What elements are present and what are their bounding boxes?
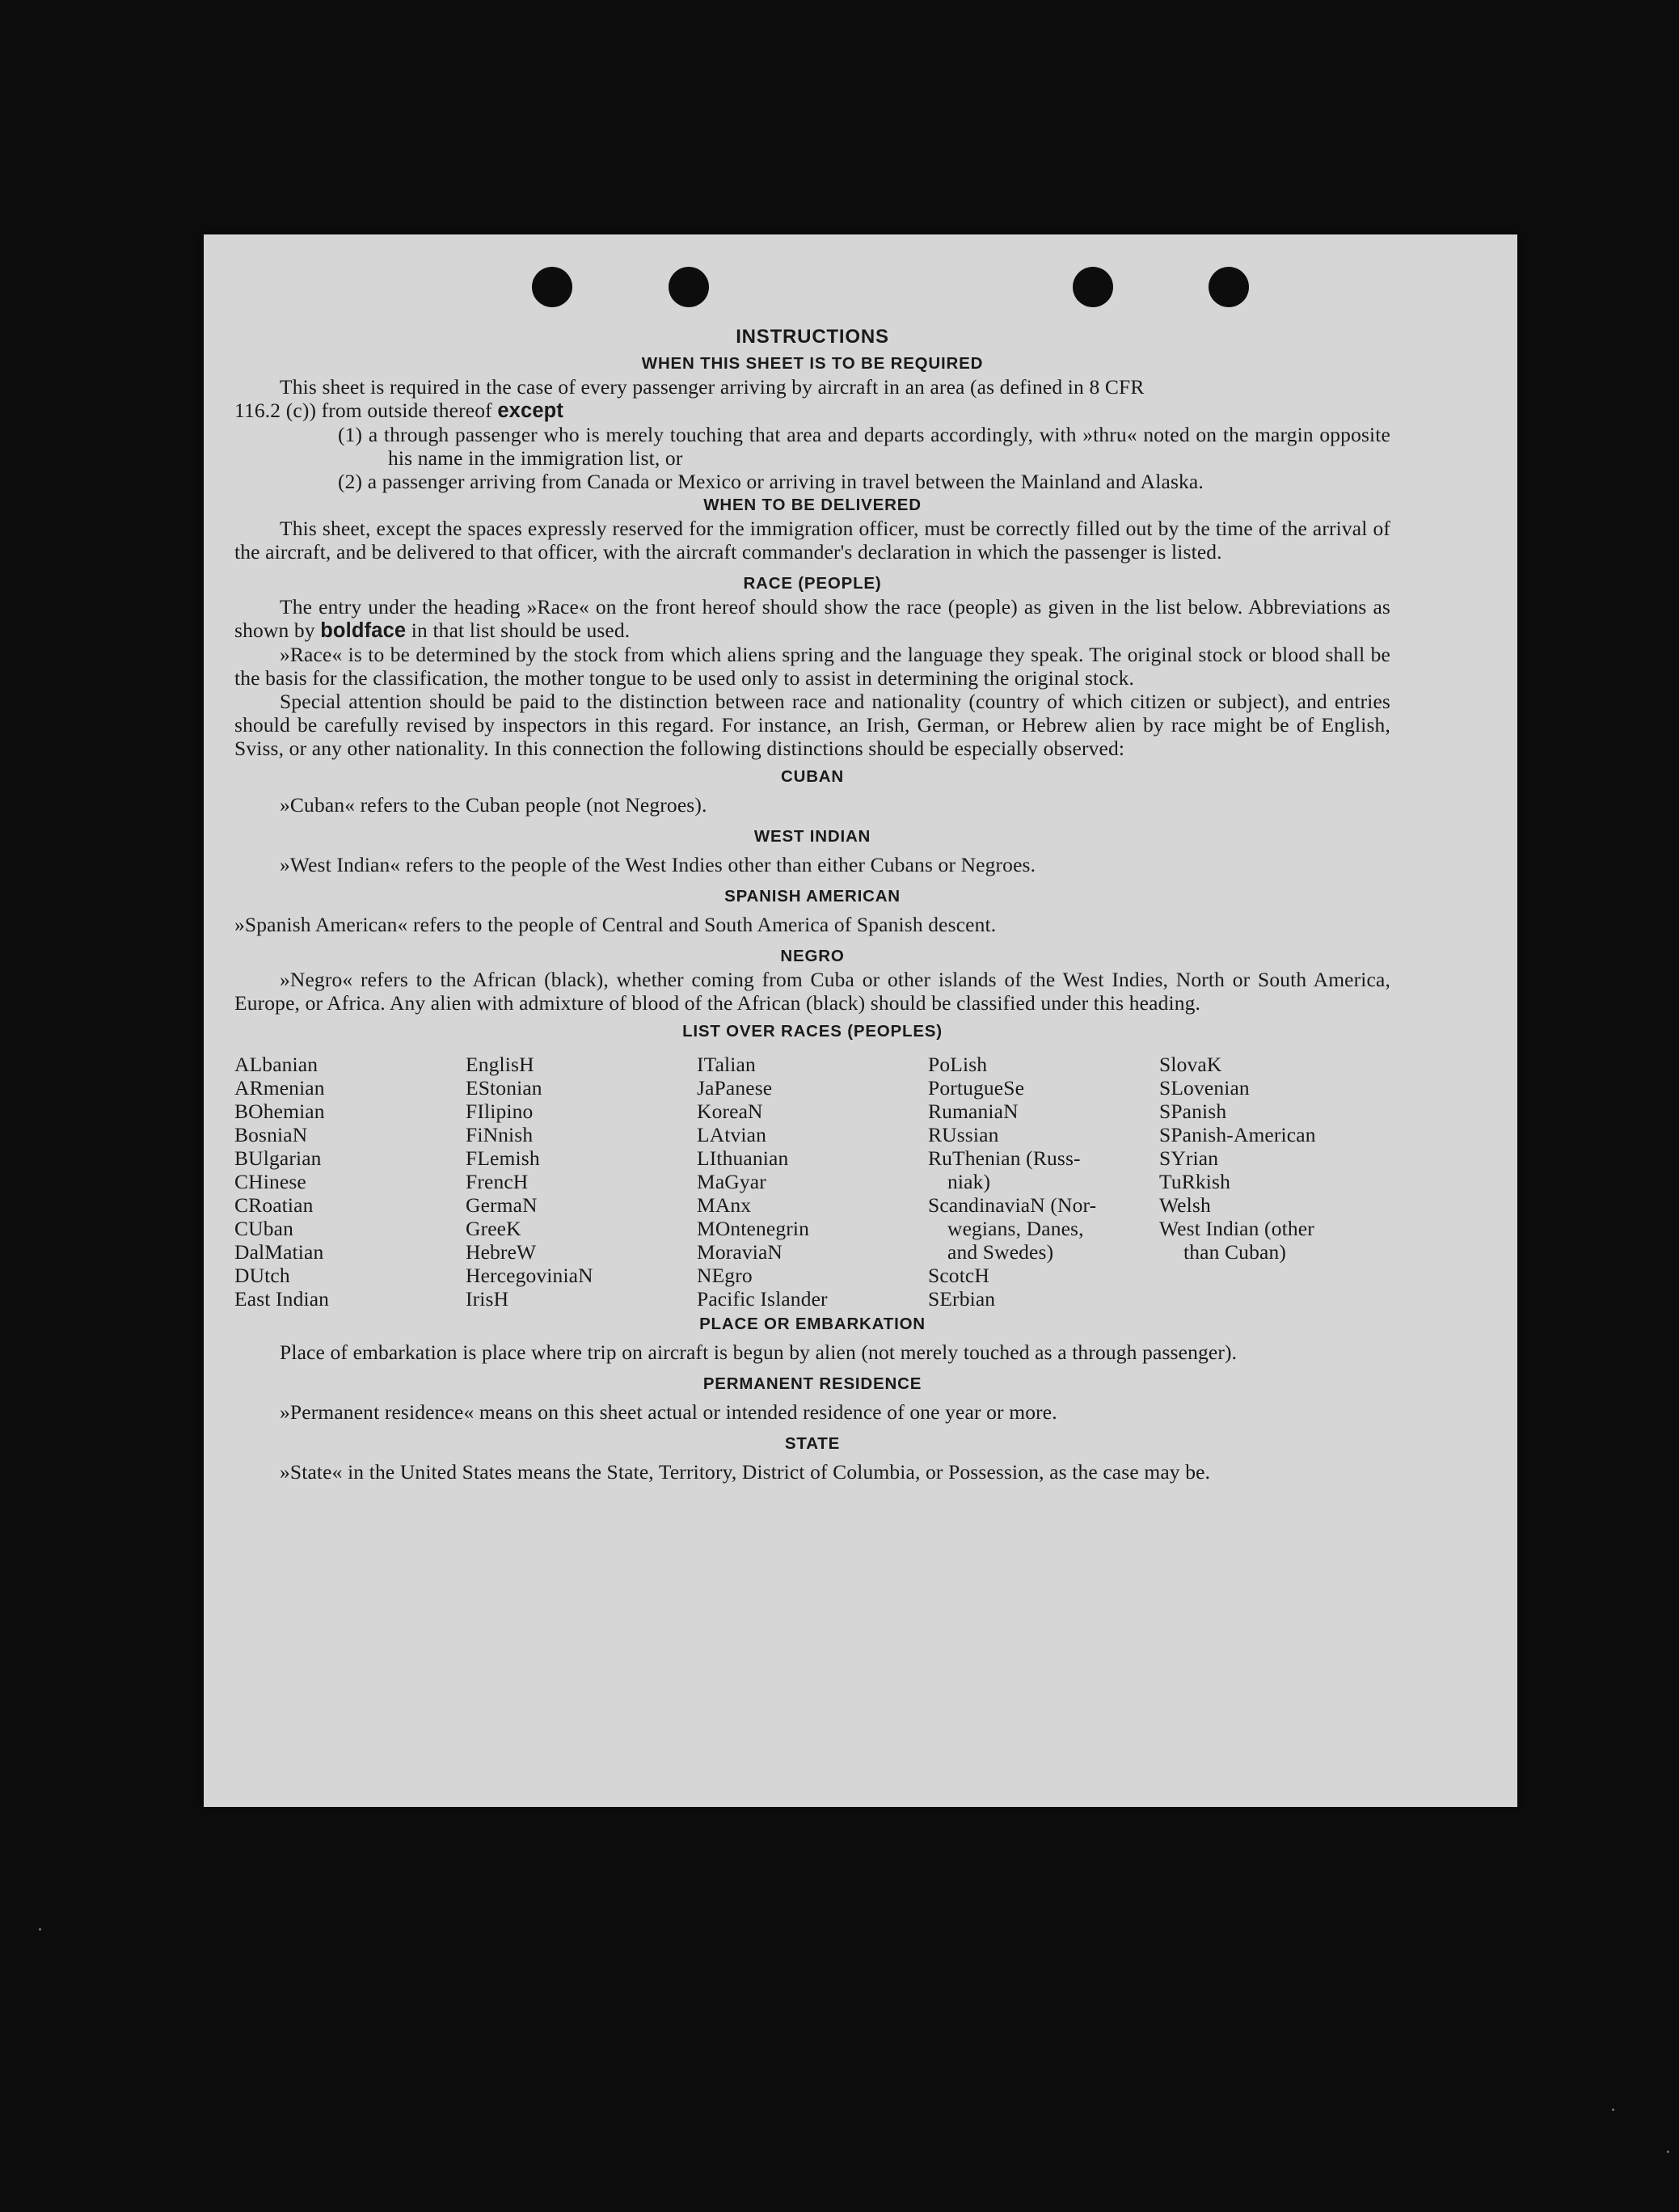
- race-item-continued: and Swedes): [947, 1240, 1054, 1264]
- race-item: DUtch: [234, 1264, 290, 1287]
- race-item-continued: wegians, Danes,: [947, 1217, 1084, 1240]
- race-item: BUlgarian: [234, 1146, 322, 1170]
- required-line-2: [234, 399, 1390, 423]
- race-column-3: [697, 1053, 928, 1311]
- race-item: CUban: [234, 1217, 293, 1240]
- race-item: PoLish: [928, 1053, 988, 1076]
- instructions-body: [234, 325, 1390, 1484]
- heading-negro: NEGRO: [780, 947, 845, 965]
- race-item: RumaniaN: [928, 1100, 1019, 1123]
- race-item: HercegoviniaN: [466, 1264, 593, 1287]
- race-item-continued: niak): [947, 1170, 991, 1193]
- instruction-sheet: [204, 234, 1517, 1807]
- race-para-1-text: The entry under the heading »Race« on the front hereof should show the race (people) as given in the list below. Abbreviations as shown by: [234, 595, 1390, 642]
- embarkation-text: Place of embarkation is place where trip on aircraft is begun by alien (not merely touched as a through passenger).: [280, 1340, 1238, 1364]
- race-item: SPanish-American: [1159, 1123, 1316, 1146]
- race-item: Welsh: [1159, 1193, 1211, 1217]
- heading-state: STATE: [784, 1434, 841, 1453]
- required-line-1: This sheet is required in the case of every passenger arriving by aircraft in an area (as defined in 8 CFR: [280, 375, 1145, 399]
- required-item-2: (2) a passenger arriving from Canada or Mexico or arriving in travel between the Mainland and Alaska.: [338, 470, 1204, 493]
- heading-permanent-residence: PERMANENT RESIDENCE: [702, 1374, 922, 1393]
- race-item: GreeK: [466, 1217, 521, 1240]
- delivered-text: This sheet, except the spaces expressly reserved for the immigration officer, must be correctly filled out by the time of the arrival of the aircraft, and be delivered to that officer, with the aircraft commander's declaration in which the passenger is listed.: [234, 517, 1390, 564]
- race-item: JaPanese: [697, 1076, 773, 1100]
- race-item: GermaN: [466, 1193, 538, 1217]
- race-item: CHinese: [234, 1170, 306, 1193]
- race-item: SYrian: [1159, 1146, 1219, 1170]
- race-column-1: [234, 1053, 466, 1311]
- race-item: FiNnish: [466, 1123, 534, 1146]
- race-item: PortugueSe: [928, 1076, 1025, 1100]
- boldface-bold: boldface: [320, 619, 407, 642]
- race-item: RUssian: [928, 1123, 999, 1146]
- race-item: MAnx: [697, 1193, 752, 1217]
- heading-spanish-american: SPANISH AMERICAN: [724, 887, 901, 905]
- required-line-2-text: 116.2 (c)) from outside thereof: [234, 399, 498, 422]
- speck: [1667, 2151, 1669, 2153]
- race-item: TuRkish: [1159, 1170, 1230, 1193]
- race-item: SlovaK: [1159, 1053, 1222, 1076]
- negro-text: »Negro« refers to the African (black), whether coming from Cuba or other islands of the West Indies, North or South America, Europe, or Africa. Any alien with admixture of blood of the African (black) should be classified under this heading.: [234, 968, 1390, 1015]
- heading-when-required: WHEN THIS SHEET IS TO BE REQUIRED: [641, 354, 984, 373]
- race-item: West Indian (other: [1159, 1217, 1314, 1240]
- race-item: LIthuanian: [697, 1146, 789, 1170]
- race-item: ITalian: [697, 1053, 756, 1076]
- race-column-2: [466, 1053, 697, 1311]
- race-item: LAtvian: [697, 1123, 767, 1146]
- race-item: HebreW: [466, 1240, 537, 1264]
- heading-race: RACE (PEOPLE): [743, 574, 882, 593]
- race-item: MOntenegrin: [697, 1217, 810, 1240]
- race-item: RuThenian (Russ-: [928, 1146, 1081, 1170]
- race-item: IrisH: [466, 1287, 509, 1311]
- speck: [39, 1928, 41, 1931]
- cuban-text: »Cuban« refers to the Cuban people (not Negroes).: [280, 793, 707, 817]
- race-item-continued: than Cuban): [1183, 1240, 1286, 1264]
- race-para-2: »Race« is to be determined by the stock from which aliens spring and the language they speak. The original stock or blood shall be the basis for the classification, the mother tongue to be used only to assist in determining the original stock.: [234, 643, 1390, 690]
- race-item: FrencH: [466, 1170, 529, 1193]
- race-item: East Indian: [234, 1287, 330, 1311]
- race-item: FLemish: [466, 1146, 540, 1170]
- heading-race-list: LIST OVER RACES (PEOPLES): [682, 1022, 943, 1041]
- race-para-3: Special attention should be paid to the distinction between race and nationality (country of which citizen or subject), and entries should be carefully revised by inspectors in this regard. For instance, an Irish, German, or Hebrew alien by race might be of English, Sviss, or any other nationality. In this connection the following distinctions should be especially observed:: [234, 690, 1390, 760]
- race-item: SLovenian: [1159, 1076, 1250, 1100]
- race-para-1: [234, 595, 1390, 643]
- spanish-american-text: »Spanish American« refers to the people of Central and South America of Spanish descent.: [234, 913, 997, 936]
- race-item: BosniaN: [234, 1123, 308, 1146]
- race-item: KoreaN: [697, 1100, 763, 1123]
- heading-embarkation: PLACE OR EMBARKATION: [699, 1315, 926, 1333]
- heading-when-delivered: WHEN TO BE DELIVERED: [703, 496, 922, 514]
- heading-cuban: CUBAN: [780, 767, 845, 786]
- race-item: CRoatian: [234, 1193, 314, 1217]
- punch-hole: [1073, 267, 1113, 307]
- race-item: BOhemian: [234, 1100, 325, 1123]
- race-para-1-end: in that list should be used.: [406, 618, 631, 642]
- race-column-4: [928, 1053, 1159, 1311]
- except-bold: except: [497, 399, 564, 422]
- race-list: [234, 1053, 1390, 1311]
- required-item-1: (1) a through passenger who is merely touching that area and departs accordingly, with »thru« noted on the margin opposite his name in the immigration list, or: [338, 423, 1390, 470]
- race-item: NEgro: [697, 1264, 753, 1287]
- race-item: ARmenian: [234, 1076, 325, 1100]
- race-item: ScandinaviaN (Nor-: [928, 1193, 1097, 1217]
- race-item: EStonian: [466, 1076, 542, 1100]
- race-item: DalMatian: [234, 1240, 324, 1264]
- speck: [1612, 2109, 1614, 2111]
- heading-west-indian: WEST INDIAN: [753, 827, 871, 846]
- punch-hole: [532, 267, 572, 307]
- race-item: FIlipino: [466, 1100, 534, 1123]
- race-item: MoraviaN: [697, 1240, 783, 1264]
- race-item: ALbanian: [234, 1053, 319, 1076]
- race-item: Pacific Islander: [697, 1287, 828, 1311]
- state-text: »State« in the United States means the State, Territory, District of Columbia, or Possession, as the case may be.: [280, 1460, 1211, 1484]
- race-item: EnglisH: [466, 1053, 534, 1076]
- race-column-5: [1159, 1053, 1390, 1311]
- page-title: INSTRUCTIONS: [736, 326, 889, 348]
- punch-hole: [1209, 267, 1249, 307]
- race-item: SPanish: [1159, 1100, 1227, 1123]
- west-indian-text: »West Indian« refers to the people of the West Indies other than either Cubans or Negroes.: [280, 853, 1036, 876]
- permanent-residence-text: »Permanent residence« means on this sheet actual or intended residence of one year or more.: [280, 1400, 1057, 1424]
- punch-hole: [669, 267, 709, 307]
- race-item: ScotcH: [928, 1264, 989, 1287]
- race-item: MaGyar: [697, 1170, 766, 1193]
- race-item: SErbian: [928, 1287, 996, 1311]
